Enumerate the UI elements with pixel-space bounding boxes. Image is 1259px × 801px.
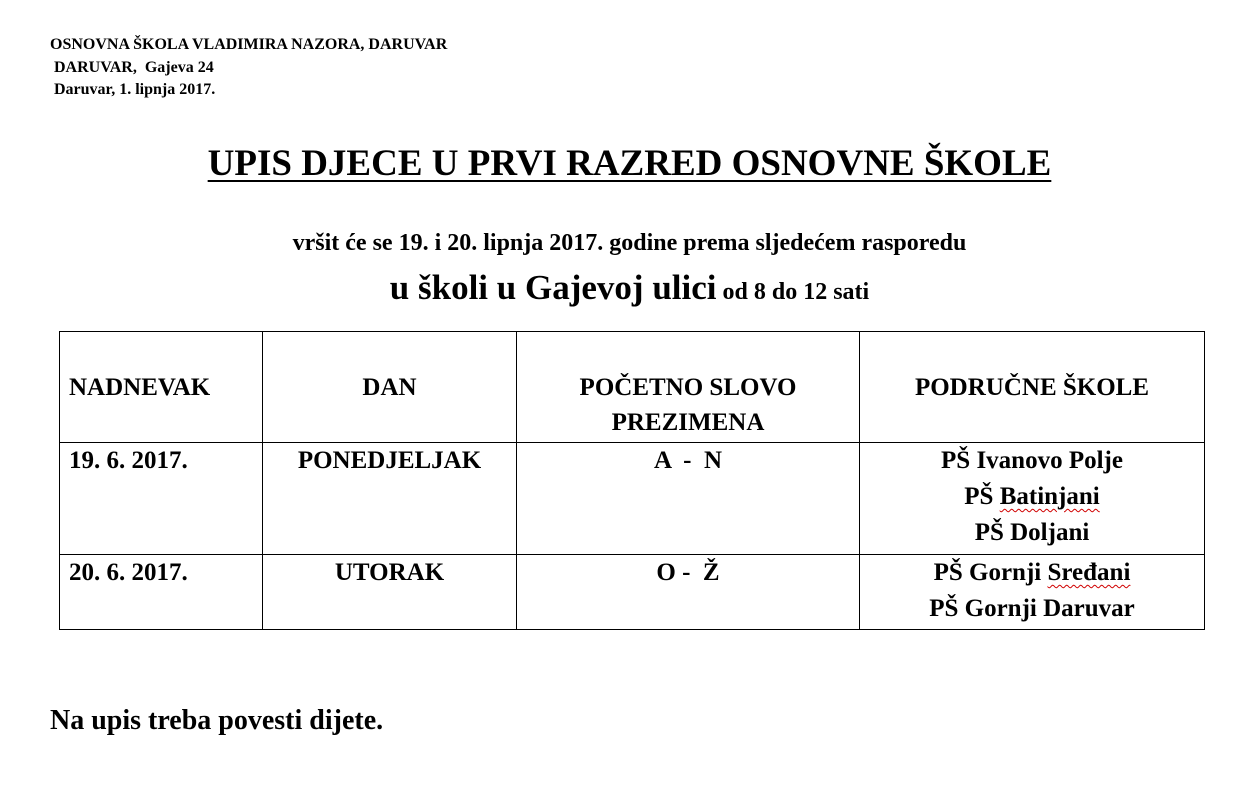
table-row [60,443,1205,555]
document-date: Daruvar, 1. lipnja 2017. [50,81,216,98]
school-name-spellchecked: Sređani [1047,559,1131,586]
row-day: PONEDJELJAK [263,443,517,555]
row-schools [860,443,1205,555]
table-header-row [60,332,1205,443]
location-line [0,266,1259,317]
school-item: PŠ Gornji Daruvar [929,595,1135,622]
school-name-spellchecked: Batinjani [999,483,1100,510]
row-date: 20. 6. 2017. [60,555,263,630]
header-day: DAN [263,332,517,443]
header-letter-line2: PREZIMENA [611,409,765,436]
row-schools [860,555,1205,630]
school-item: PŠ Doljani [974,519,1090,546]
schedule-table [59,331,1205,630]
school-item: PŠ Ivanovo Polje [941,447,1123,474]
row-date: 19. 6. 2017. [60,443,263,555]
page-title: UPIS DJECE U PRVI RAZRED OSNOVNE ŠKOLE [207,143,1052,184]
school-item [866,479,1198,515]
table-row [60,555,1205,630]
school-address: DARUVAR, Gajeva 24 [50,59,214,76]
location-place: u školi u Gajevoj ulici [389,268,717,307]
school-prefix: PŠ Gornji [933,559,1048,586]
header-date: NADNEVAK [60,332,263,443]
school-name: OSNOVNA ŠKOLA VLADIMIRA NAZORA, DARUVAR [50,36,448,53]
school-item [866,555,1198,591]
row-day: UTORAK [263,555,517,630]
row-letters: A - N [517,443,860,555]
header-letter [517,332,860,443]
row-letters: O - Ž [517,555,860,630]
header-schools: PODRUČNE ŠKOLE [860,332,1205,443]
school-prefix: PŠ [964,483,1000,510]
header-letter-line1: POČETNO SLOVO [579,374,797,401]
subtitle: vršit će se 19. i 20. lipnja 2017. godine prema sljedećem rasporedu [292,230,967,256]
location-time: od 8 do 12 sati [716,279,870,305]
footer-note: Na upis treba povesti dijete. [50,705,384,736]
